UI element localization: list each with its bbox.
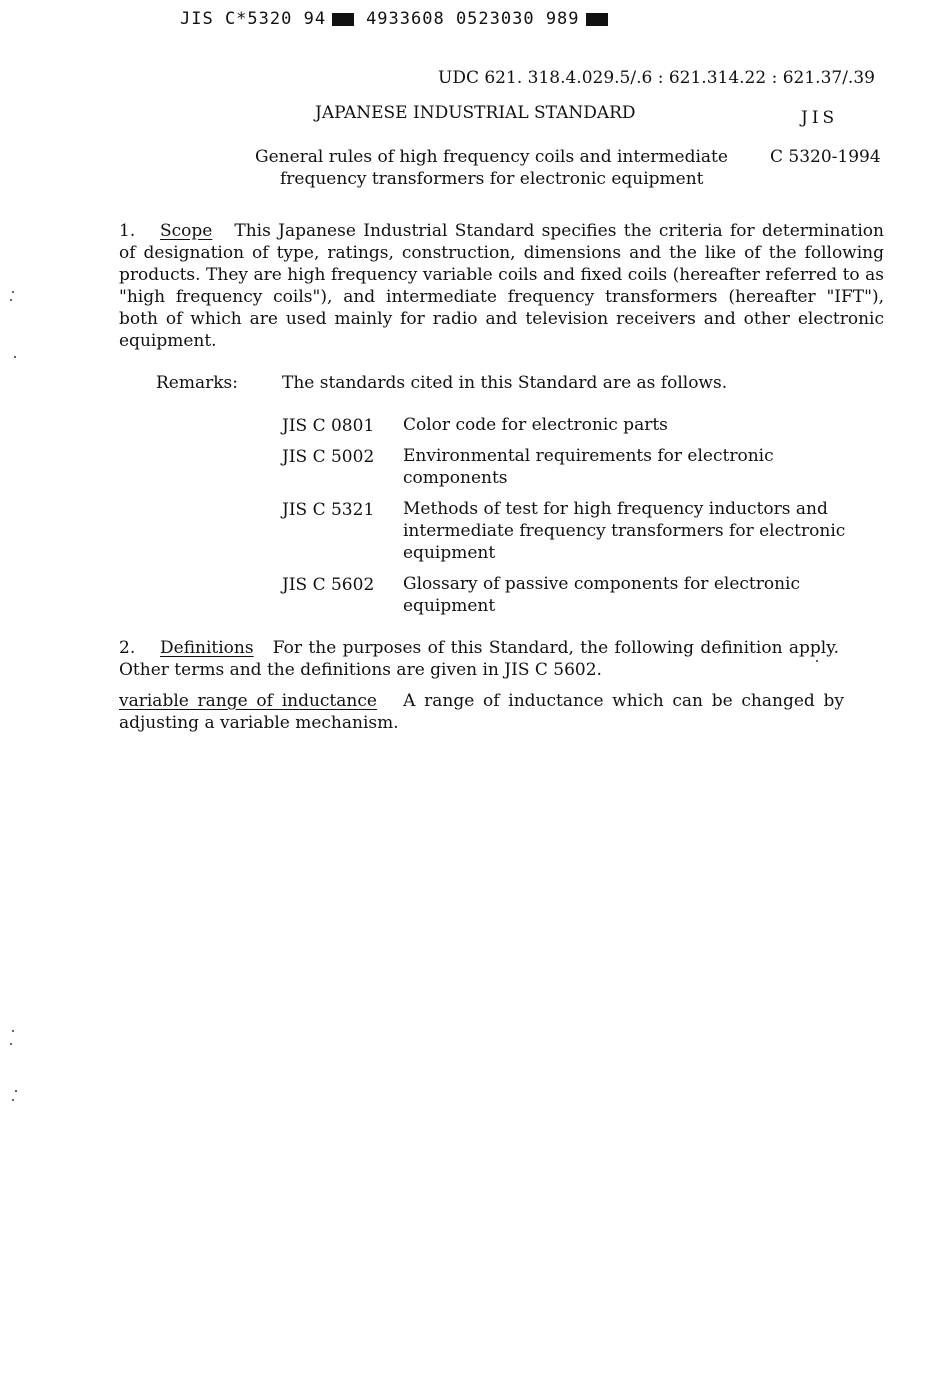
- scan-speck: [14, 356, 16, 358]
- scan-speck: [10, 1043, 12, 1045]
- definition-entry: [119, 690, 844, 734]
- header-code-part1: JIS C*5320 94: [180, 9, 327, 29]
- section-1-text: This Japanese Industrial Standard specifies the criteria for determination of designation of type, ratings, construction, dimensions and the like of the following products. They are high frequency variable coils and fixed coils (hereafter referred to as "high frequency coils"), and intermediate frequency transformers (hereafter "IFT"), both of which are used mainly for radio and television receivers and other electronic equipment.: [119, 221, 884, 351]
- reference-code: JIS C 0801: [282, 416, 375, 436]
- standard-type: JAPANESE INDUSTRIAL STANDARD: [315, 103, 636, 123]
- barcode-block-1: [332, 13, 354, 26]
- reference-title: Glossary of passive components for electronic equipment: [403, 574, 801, 616]
- reference-title: Methods of test for high frequency inductors and intermediate frequency transformers for electronic equipment: [403, 499, 846, 563]
- section-2-heading: Definitions: [160, 638, 254, 658]
- scan-speck: [10, 299, 12, 301]
- barcode-block-2: [586, 13, 608, 26]
- jis-mark: JIS: [801, 108, 839, 128]
- scan-speck: [816, 660, 818, 662]
- title-line-2: frequency transformers for electronic equipment: [280, 169, 704, 189]
- scan-speck: [12, 291, 14, 293]
- section-1-scope: [119, 220, 884, 352]
- scan-speck: [12, 1030, 14, 1032]
- section-1-heading: Scope: [160, 221, 213, 241]
- reference-title: Color code for electronic parts: [403, 415, 668, 435]
- remarks-label: Remarks:: [156, 373, 238, 393]
- reference-title: Environmental requirements for electronic components: [403, 446, 774, 488]
- reference-code: JIS C 5002: [282, 447, 375, 467]
- remarks-intro: The standards cited in this Standard are as follows.: [282, 373, 728, 393]
- header-code-part2: 4933608 0523030 989: [366, 9, 580, 29]
- standard-number: C 5320-1994: [770, 147, 881, 167]
- section-2-definitions: [119, 637, 839, 681]
- reference-code: JIS C 5602: [282, 575, 375, 595]
- definition-term: variable range of inductance: [119, 691, 377, 711]
- section-2-text: For the purposes of this Standard, the following definition apply. Other terms and the definitions are given in JIS C 5602.: [119, 638, 839, 680]
- section-2-number: 2.: [119, 638, 136, 658]
- title-line-1: General rules of high frequency coils and intermediate: [255, 147, 728, 167]
- definition-text: A range of inductance which can be changed by adjusting a variable mechanism.: [119, 691, 844, 733]
- section-1-number: 1.: [119, 221, 136, 241]
- reference-code: JIS C 5321: [282, 500, 375, 520]
- scan-speck: [15, 1090, 17, 1092]
- udc-classification: UDC 621. 318.4.029.5/.6 : 621.314.22 : 621.37/.39: [438, 68, 875, 88]
- document-header-code: [180, 9, 620, 29]
- scan-speck: [12, 1099, 14, 1101]
